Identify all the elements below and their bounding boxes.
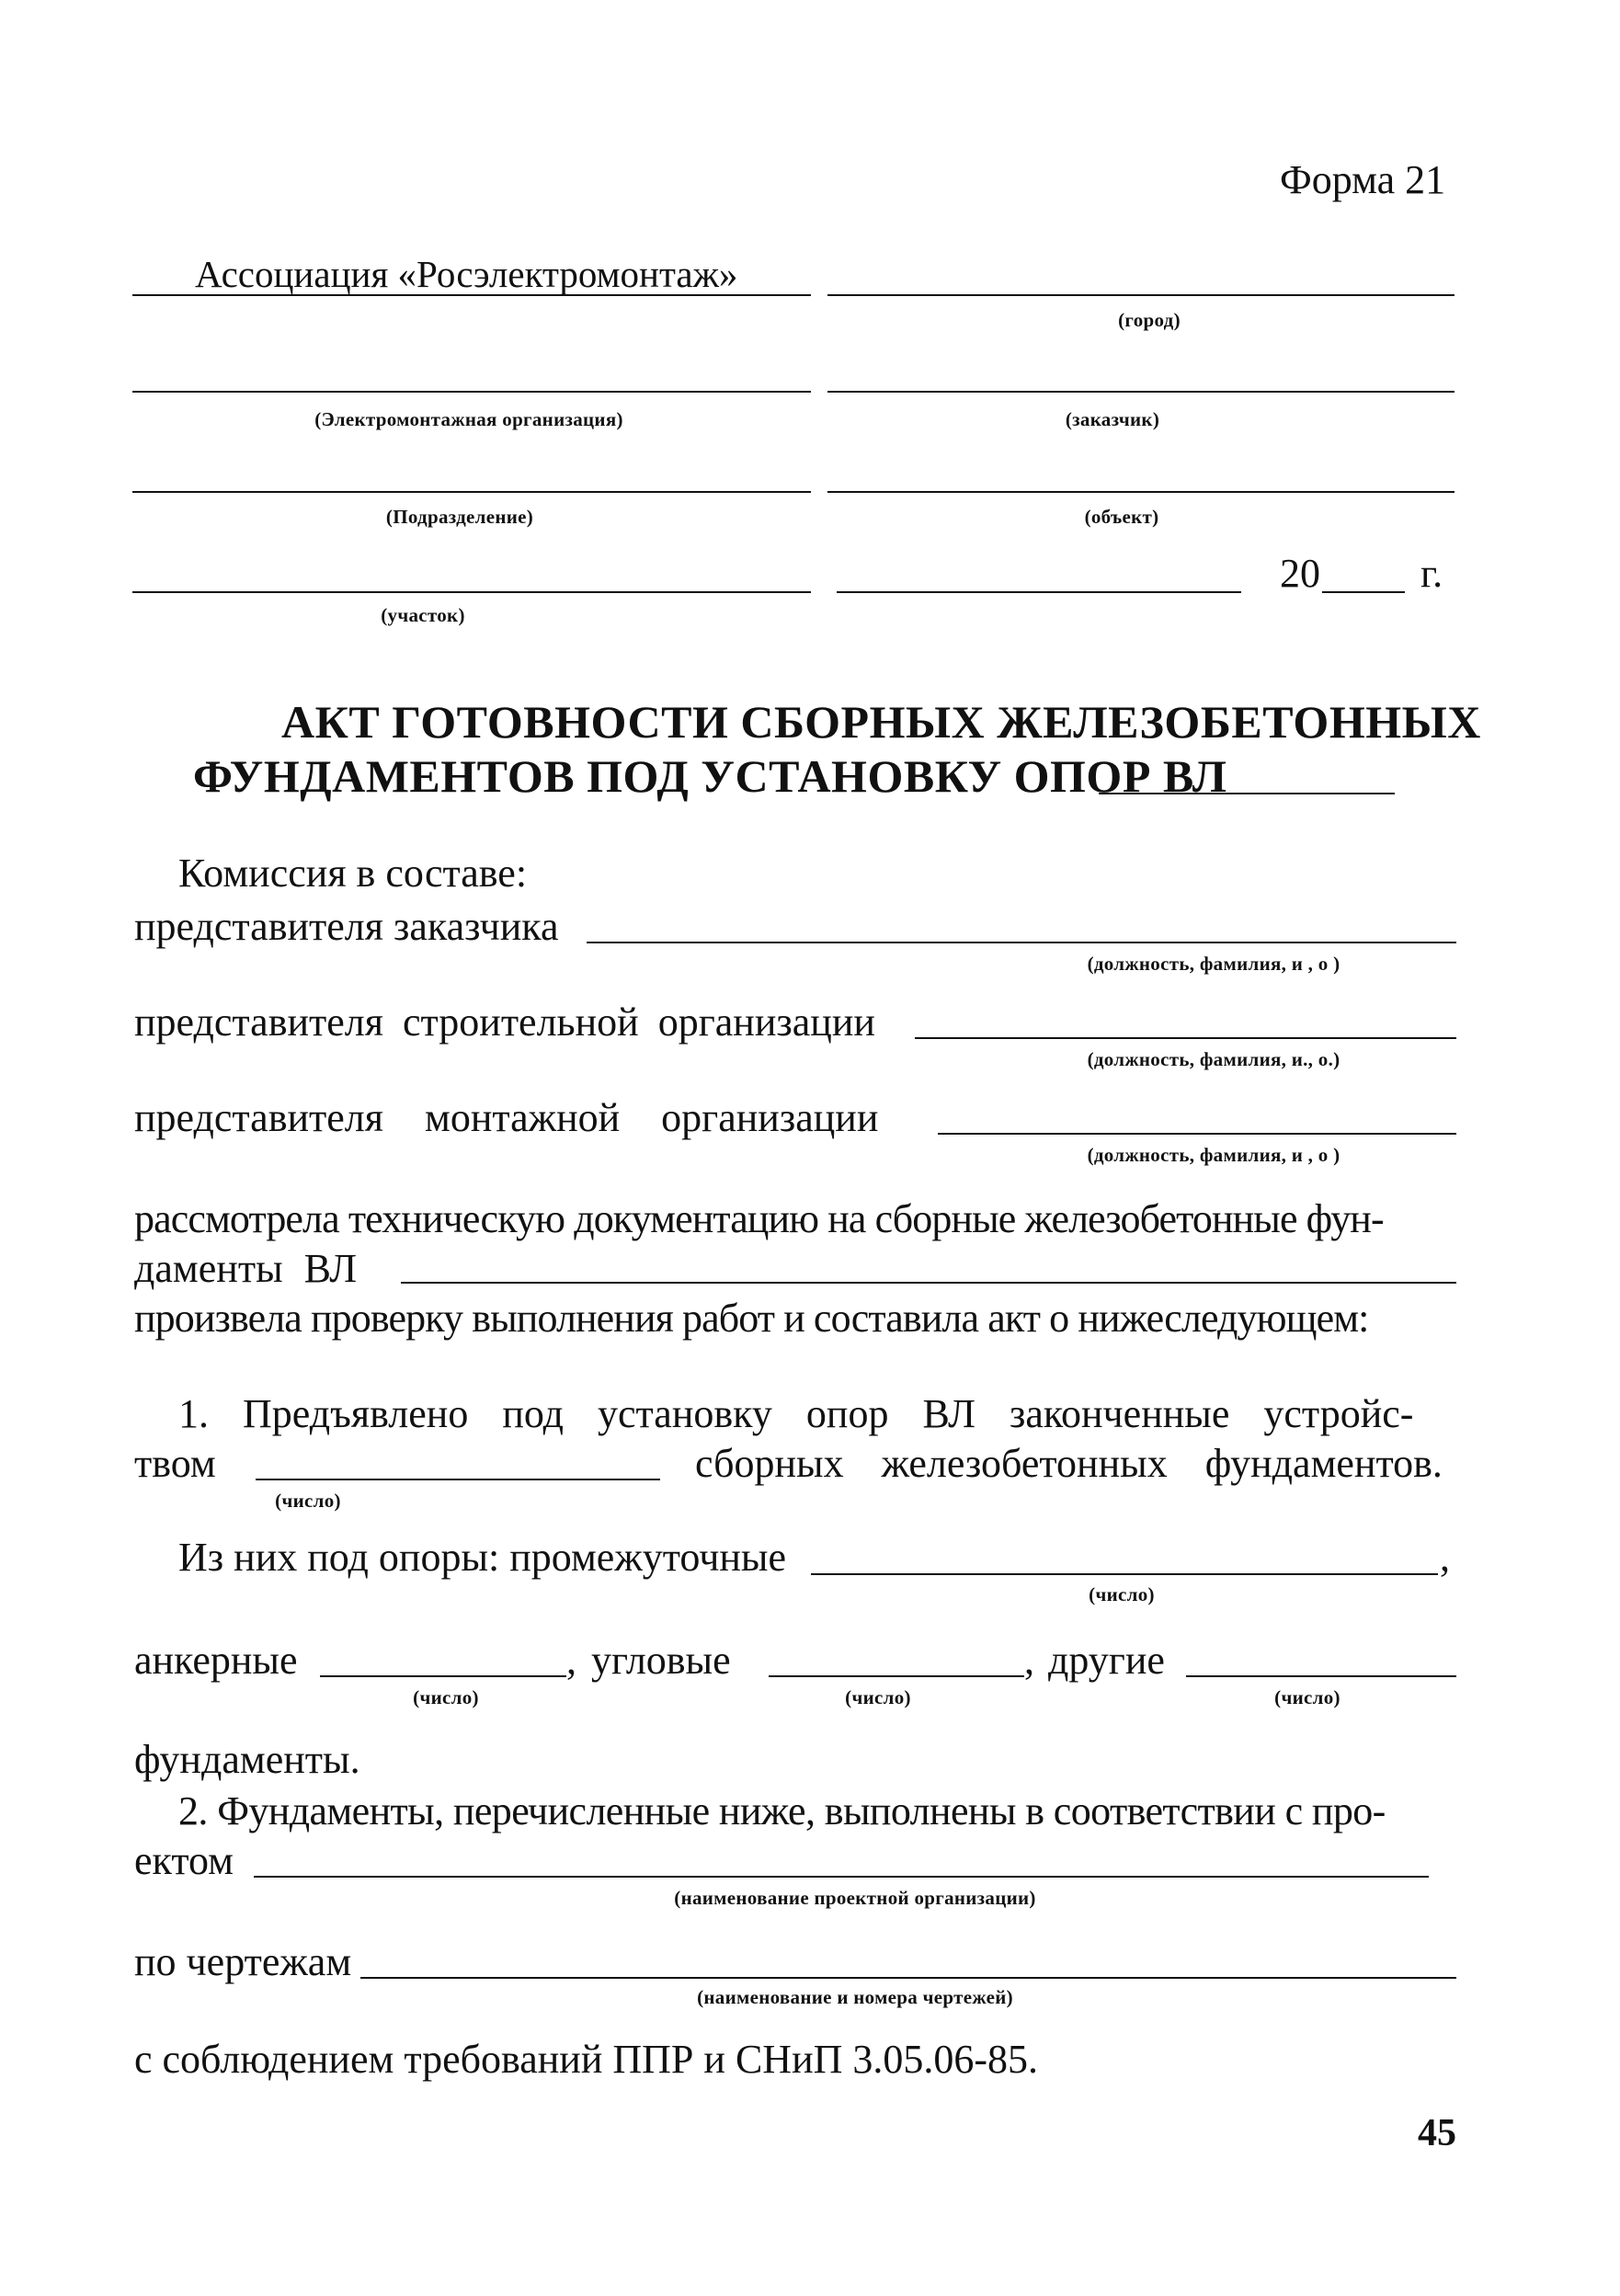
- intermediate-count-caption: (число): [1089, 1583, 1155, 1605]
- division-caption: (Подразделение): [385, 506, 534, 528]
- electro-org-field[interactable]: [132, 391, 811, 393]
- object-caption: (объект): [1084, 506, 1159, 528]
- builder-rep-field[interactable]: [915, 1037, 1456, 1039]
- section-field[interactable]: [132, 591, 811, 593]
- installer-rep-field[interactable]: [938, 1133, 1456, 1135]
- foundations-vl-field[interactable]: [401, 1282, 1456, 1284]
- foundations-word: фундаменты.: [134, 1737, 360, 1782]
- city-field[interactable]: [827, 294, 1455, 296]
- corner-label: угловые: [591, 1638, 731, 1683]
- installer-rep-label: представителя монтажной организации: [134, 1095, 879, 1140]
- corner-count-field[interactable]: [769, 1675, 1024, 1677]
- other-count-field[interactable]: [1186, 1675, 1456, 1677]
- design-org-field[interactable]: [254, 1876, 1429, 1878]
- design-org-caption: (наименование проектной организации): [674, 1887, 1036, 1909]
- other-label: другие: [1048, 1638, 1165, 1683]
- reviewed-text-line1: рассмотрела техническую документацию на сборные железобетонные фун-: [134, 1196, 1384, 1241]
- vl-name-field[interactable]: [1099, 793, 1395, 794]
- anchor-count-caption: (число): [413, 1686, 479, 1708]
- item1-count-field[interactable]: [256, 1479, 660, 1480]
- item1-tvom: твом: [134, 1441, 216, 1486]
- corner-comma: ,: [1024, 1638, 1034, 1683]
- item2-line1: 2. Фундаменты, перечисленные ниже, выполнены в соответствии с про-: [178, 1788, 1386, 1833]
- intermediate-comma: ,: [1440, 1535, 1450, 1580]
- date-day-month-field[interactable]: [837, 591, 1241, 593]
- drawings-field[interactable]: [360, 1977, 1456, 1979]
- item2-ektom: ектом: [134, 1838, 234, 1883]
- customer-rep-label: представителя заказчика: [134, 904, 559, 949]
- anchor-count-field[interactable]: [320, 1675, 566, 1677]
- act-title-line1: АКТ ГОТОВНОСТИ СБОРНЫХ ЖЕЛЕЗОБЕТОННЫХ: [281, 696, 1481, 748]
- item1-line1: 1. Предъявлено под установку опор ВЛ законченные устройс-: [178, 1391, 1414, 1436]
- customer-rep-caption: (должность, фамилия, и , о ): [1087, 953, 1340, 975]
- city-caption: (город): [1118, 309, 1181, 331]
- act-title-line2: ФУНДАМЕНТОВ ПОД УСТАНОВКУ ОПОР ВЛ: [193, 750, 1227, 802]
- intermediate-count-field[interactable]: [811, 1573, 1438, 1575]
- customer-field[interactable]: [827, 391, 1455, 393]
- reviewed-text-line2: даменты ВЛ: [134, 1246, 358, 1291]
- division-field[interactable]: [132, 491, 811, 493]
- form-number-label: Форма 21: [1280, 157, 1446, 202]
- anchor-comma: ,: [566, 1638, 576, 1683]
- object-field[interactable]: [827, 491, 1455, 493]
- drawings-label: по чертежам: [134, 1939, 352, 1984]
- drawings-caption: (наименование и номера чертежей): [697, 1986, 1013, 2008]
- electro-org-caption: (Электромонтажная организация): [314, 408, 623, 430]
- item1-tail: сборных железобетонных фундаментов.: [695, 1441, 1443, 1486]
- item1-count-caption: (число): [275, 1490, 341, 1512]
- organization-name: Ассоциация «Росэлектромонтаж»: [195, 253, 738, 295]
- organization-line: [132, 294, 811, 296]
- checked-text: произвела проверку выполнения работ и составила акт о нижеследующем:: [134, 1296, 1369, 1341]
- commission-intro: Комиссия в составе:: [178, 851, 528, 896]
- builder-rep-label: представителя строительной организации: [134, 1000, 875, 1045]
- year-field[interactable]: [1322, 591, 1405, 593]
- anchor-label: анкерные: [134, 1638, 298, 1683]
- year-suffix: г.: [1420, 551, 1443, 596]
- customer-caption: (заказчик): [1065, 408, 1160, 430]
- page-number: 45: [1418, 2112, 1456, 2154]
- installer-rep-caption: (должность, фамилия, и , о ): [1087, 1144, 1340, 1166]
- other-count-caption: (число): [1274, 1686, 1340, 1708]
- of-them-label: Из них под опоры: промежуточные: [178, 1535, 787, 1580]
- customer-rep-field[interactable]: [587, 942, 1456, 943]
- builder-rep-caption: (должность, фамилия, и., о.): [1087, 1048, 1340, 1070]
- section-caption: (участок): [381, 604, 465, 626]
- year-prefix: 20: [1280, 551, 1320, 596]
- corner-count-caption: (число): [845, 1686, 911, 1708]
- compliance-text: с соблюдением требований ППР и СНиП 3.05.06-85.: [134, 2037, 1039, 2082]
